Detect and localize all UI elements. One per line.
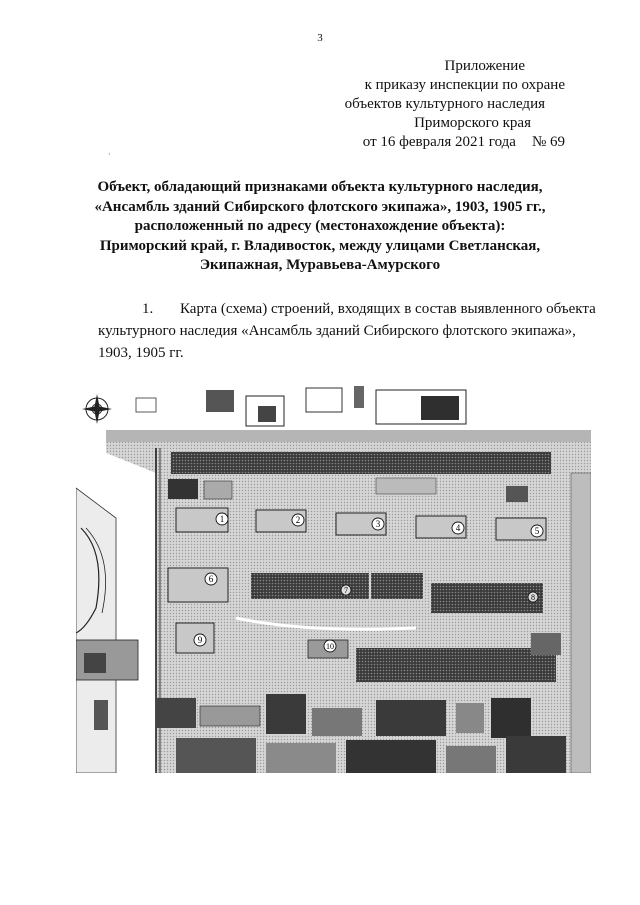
map-marker-1: 1 — [219, 514, 225, 524]
site-map — [76, 378, 591, 773]
compass-rose-icon — [82, 394, 112, 424]
appendix-header — [345, 57, 565, 152]
appendix-number: № 69 — [531, 134, 565, 150]
paragraph-line-1: Карта (схема) строений, входящих в состав выявленного объекта — [180, 301, 596, 317]
appendix-date: от 16 февраля 2021 года — [362, 134, 516, 150]
map-marker-8: 8 — [531, 593, 535, 602]
map-marker-2: 2 — [295, 515, 301, 525]
map-marker-10: 10 — [326, 642, 334, 651]
map-caption-paragraph — [98, 298, 596, 364]
map-top-buildings — [136, 386, 466, 426]
title-line-5: Экипажная, Муравьева-Амурского — [199, 257, 441, 273]
appendix-date-line — [345, 133, 565, 152]
appendix-line-3: объектов культурного наследия — [344, 96, 545, 112]
title-line-4: Приморский край, г. Владивосток, между улицами Светланская, — [99, 237, 541, 254]
title-line-1: Объект, обладающий признаками объекта культурного наследия, — [97, 179, 543, 195]
map-marker-5: 5 — [534, 526, 540, 536]
map-left-area — [76, 448, 160, 773]
title-line-3: расположенный по адресу (местонахождение объекта): — [134, 218, 506, 234]
scan-speck: · — [108, 150, 111, 159]
title-line-2: «Ансамбль зданий Сибирского флотского экипажа», 1903, 1905 гг., — [94, 198, 546, 215]
paragraph-number: 1. — [142, 301, 154, 317]
map-marker-7: 7 — [344, 586, 348, 595]
paragraph-line-3: 1903, 1905 гг. — [98, 345, 184, 361]
document-title — [40, 178, 600, 276]
map-marker-3: 3 — [375, 519, 381, 529]
appendix-line-2: к приказу инспекции по охране — [364, 77, 565, 93]
map-top-road — [106, 430, 591, 442]
appendix-line-4: Приморского края — [414, 115, 531, 131]
map-marker-9: 9 — [197, 635, 203, 645]
appendix-line-1: Приложение — [444, 58, 525, 74]
map-marker-4: 4 — [455, 523, 461, 533]
paragraph-line-2: культурного наследия «Ансамбль зданий Сибирского флотского экипажа», — [98, 323, 576, 339]
page-number: 3 — [317, 32, 323, 44]
map-marker-6: 6 — [208, 574, 214, 584]
